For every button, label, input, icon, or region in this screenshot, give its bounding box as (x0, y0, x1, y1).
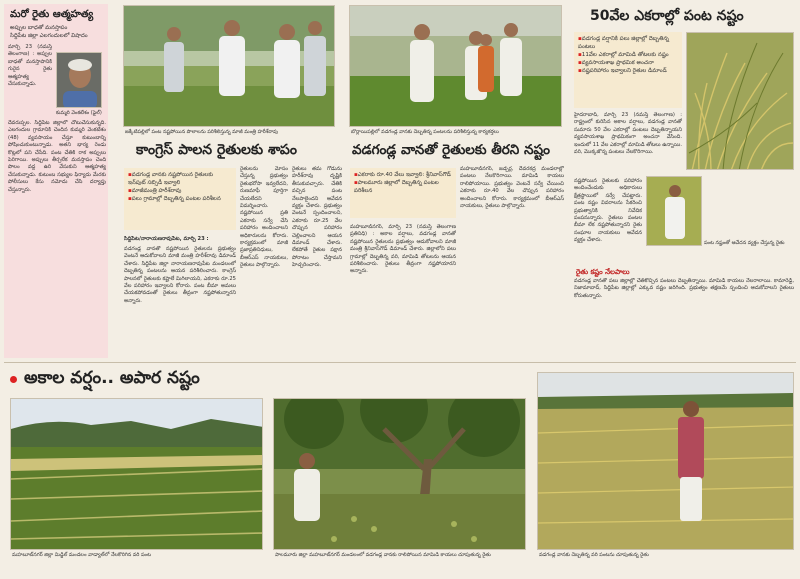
hail-story-headline: వడగండ్ల వానతో రైతులకు తీరని నష్టం (352, 142, 550, 158)
left-bullet-1: అప్పుల బాధతో మనస్తాపం (10, 25, 68, 31)
hail-story-col1: మహబూబ్‌నగర్, మార్చి 23 (నమస్తే తెలంగాణ ప్రతినిధి) : అకాల వర్షాలు, వడగండ్ల వానతో నష్టపోయిన రైతులను ప్రభుత్వం ఆదుకోవాలని మాజీ మంత్రి శ్రీనివాస్‌గౌడ్ డిమాండ్ చేశారు. జిల్లాలోని పలు గ్రామాల్లో దెబ్బతిన్న వరి, మామిడి తోటలను ఆయన పరిశీలించారు. రైతులు తీవ్రంగా నష్టపోయారని అన్నారు. (350, 224, 456, 275)
right-story-col1: హైదరాబాద్, మార్చి 23 (నమస్తే తెలంగాణ) : రాష్ట్రంలో కురిసిన అకాల వర్షాలు, వడగండ్ల వానతో సుమారు 50 వేల ఎకరాల్లో పంటలు దెబ్బతిన్నాయని వ్యవసాయశాఖ ప్రాథమికంగా అంచనా వేసింది. ఇందులో 11 వేల ఎకరాల్లో మామిడి తోటలు ఉన్నాయి. వరి, మొక్కజొన్న పంటలు నేలకొరిగాయి. (574, 112, 682, 156)
bottom-caption-2: పాలమూరు జిల్లా మహబూబ్‌నగర్ మండలంలో వడగండ్ల వానకు రాలిపోయిన మామిడి కాయలు చూపుతున్న రైతు (275, 552, 491, 558)
right-bullet-1: ▪ వడగండ్ల వర్షానికి పలు జిల్లాల్లో దెబ్బతిన్న పంటలు (578, 35, 678, 51)
right-photo-farmer (646, 176, 702, 246)
main-story-dateline: సిద్దిపేట/నారాయణరావుపేట, మార్చి 23 : (124, 236, 209, 242)
left-bullets (10, 24, 106, 40)
main-story-col3: రైతులు తమ గోడును హరీశ్‌రావు దృష్టికి తీసుకువచ్చారు. చేతికి వచ్చిన పంట నేలపాలైందని ఆవేదన వ్యక్తం చేశారు. ప్రభుత్వం వెంటనే స్పందించాలని, ఎకరాకు రూ.25 వేల చొప్పున పరిహారం చెల్లించాలని ఆయన డిమాండ్ చేశారు. లేకపోతే రైతుల పక్షాన పోరాటం చేస్తామని హెచ్చరించారు. (292, 166, 342, 269)
bottom-headline-bullet (10, 376, 17, 383)
bottom-photo-farmer-paddy (537, 372, 794, 550)
main-bullet-2: ▪ మాజీమంత్రి హరీశ్‌రావు (128, 187, 232, 195)
left-headline: మరో రైతు ఆత్మహత్య (10, 9, 94, 20)
main-story-bullets (124, 168, 236, 230)
section-divider (4, 362, 796, 363)
left-portrait-caption: కుమ్మరి వెంకటేశం (ఫైల్) (56, 110, 102, 116)
right-story-col3: వడగండ్ల వానతో పలు జిల్లాల్లో చేతికొచ్చిన పంటలు దెబ్బతిన్నాయి. మామిడి కాయలు నేలరాలాయి. కామారెడ్డి, నిజామాబాద్, సిద్దిపేట జిల్లాల్లో ఎక్కువ నష్టం జరిగింది. ప్రభుత్వం తక్షణమే స్పందించి ఆదుకోవాలని రైతులు కోరుతున్నారు. (574, 278, 794, 299)
right-bullet-3: ▪ వ్యవసాయశాఖ ప్రాథమిక అంచనా (578, 59, 678, 67)
left-body-main: దేవరుప్పల. సిద్దిపేట జిల్లాలో చోటుచేసుకున్నది. ఎలగందుల గ్రామానికి చెందిన కుమ్మరి వెంకటేశం (48) వ్యవసాయం చేస్తూ కుటుంబాన్ని పోషించుకుంటున్నాడు. అతని భార్య రెండు కొట్లలో పని చేసేది. పంట చేతికి రాక అప్పులు పెరిగాయి. అప్పులు తీర్చలేక మనస్తాపం చెంది పొలం వద్ద ఉరి వేసుకుని ఆత్మహత్య చేసుకున్నాడు. కుటుంబ సభ్యుల ఫిర్యాదు మేరకు పోలీసులు కేసు నమోదు చేసి దర్యాప్తు చేస్తున్నారు. (8, 120, 106, 193)
top-photo-1-caption: జక్కేటిపల్లిలో పంట నష్టపోయిన పొలాలను పరిశీలిస్తున్న మాజీ మంత్రి హరీశ్‌రావు (125, 129, 279, 135)
main-story-col1: వడగండ్ల వానతో నష్టపోయిన రైతులను ప్రభుత్వం వెంటనే ఆదుకోవాలని మాజీ మంత్రి హరీశ్‌రావు డిమాండ్ చేశారు. సిద్దిపేట జిల్లా నారాయణరావుపేట మండలంలో దెబ్బతిన్న పంటలను ఆయన పరిశీలించారు. కాంగ్రెస్ పాలనలో రైతులకు కష్టాలే మిగిలాయని, ఎకరాకు రూ.25 వేల పరిహారం ఇవ్వాలని కోరారు. పంట బీమా అమలు చేయకపోవడంతో రైతులు తీవ్రంగా నష్టపోతున్నారని అన్నారు. (124, 246, 236, 304)
main-story-headline: కాంగ్రెస్ పాలన రైతులకు శాపం (136, 142, 297, 158)
bottom-caption-3: వడగండ్ల వానకు దెబ్బతిన్న వరి పంటను చూపుతున్న రైతు (539, 552, 649, 558)
right-photo-paddy-closeup (686, 32, 794, 170)
left-bullet-2: సిద్దిపేట జిల్లా ఎలగందులలో విషాదం (10, 33, 88, 39)
bottom-headline: అకాల వర్షం.. అపార నష్టం (24, 368, 200, 388)
hail-bullet-2: ▪ పాలమూరు జిల్లాలో దెబ్బతిన్న పంటల పరిశీలన (354, 179, 452, 195)
left-portrait-photo (56, 52, 102, 108)
right-farmer-caption: పంట నష్టంతో ఆవేదన వ్యక్తం చేస్తున్న రైతు (704, 240, 785, 246)
right-story-headline: 50వేల ఎకరాల్లో పంట నష్టం (590, 8, 744, 24)
main-bullet-1: ▪ వడగండ్ల వానకు నష్టపోయిన రైతులకు ఇన్‌పుట్ సబ్సిడీ ఇవ్వాలి (128, 171, 232, 187)
bottom-caption-1: మహబూబ్‌నగర్ జిల్లా మిడ్జిల్ మండలం వాడ్యాల్‌లో నేలకొరిగిన వరి పంట (12, 552, 151, 558)
top-photo-2-caption: బొర్లాయిపల్లిలో వడగండ్ల వానకు దెబ్బతిన్న పంటలను పరిశీలిస్తున్న కార్యకర్తలు (351, 129, 499, 135)
hail-bullet-1: ▪ ఎకరాకు రూ.40 వేలు ఇవ్వాలి: శ్రీనివాస్‌గౌడ్ (354, 171, 452, 179)
hail-story-bullets (350, 168, 456, 218)
main-bullet-3: ▪ పలు గ్రామాల్లో దెబ్బతిన్న పంటల పరిశీలన (128, 195, 232, 203)
main-story-col2: రైతులను మోసం చేస్తున్న ప్రభుత్వం రైతుభరోసా ఇవ్వలేదని, రుణమాఫీ పూర్తిగా చేయలేదని విమర్శించారు. నష్టపోయిన ప్రతి ఎకరాకు సర్వే చేసి పరిహారం అందించాలని అధికారులను కోరారు. కార్యక్రమంలో మాజీ ప్రజాప్రతినిధులు, బీఆర్‌ఎస్ నాయకులు, రైతులు పాల్గొన్నారు. (240, 166, 288, 269)
left-body-top: మార్చి 23 (నమస్తే తెలంగాణ) : అప్పుల బాధతో మనస్తాపానికి గురైన రైతు ఆత్మహత్య చేసుకున్నాడు. (8, 44, 52, 88)
right-subhead: రైతు కష్టం నేలపాలు (576, 268, 630, 276)
right-bullet-2: ▪ 11వేల ఎకరాల్లో మామిడి తోటలకు నష్టం (578, 51, 678, 59)
right-story-bullets (574, 32, 682, 108)
bottom-photo-flattened-paddy (10, 398, 263, 550)
top-photo-hail-inspection (349, 5, 562, 127)
bottom-photo-mango-orchard (273, 398, 526, 550)
hail-story-col2: మహబూబ్‌నగర్, జడ్చర్ల, దేవరకద్ర మండలాల్లో పంటలు నేలకొరిగాయి. మామిడి కాయలు రాలిపోయాయి. ప్రభుత్వం వెంటనే సర్వే చేయించి ఎకరాకు రూ.40 వేల చొప్పున పరిహారం అందించాలని కోరారు. కార్యక్రమంలో బీఆర్‌ఎస్ నాయకులు, రైతులు పాల్గొన్నారు. (460, 166, 564, 210)
right-bullet-4: ▪ నష్టపరిహారం ఇవ్వాలని రైతుల డిమాండ్ (578, 67, 678, 75)
right-story-col2: నష్టపోయిన రైతులకు పరిహారం అందించేందుకు అధికారులు క్షేత్రస్థాయిలో సర్వే చేపట్టారు. పంట నష్టం వివరాలను సేకరించి ప్రభుత్వానికి నివేదిక పంపనున్నారు. రైతులు పంటల బీమా లేక నష్టపోతున్నారని రైతు సంఘాల నాయకులు ఆవేదన వ్యక్తం చేశారు. (574, 178, 642, 244)
top-photo-harish-rao (123, 5, 335, 127)
